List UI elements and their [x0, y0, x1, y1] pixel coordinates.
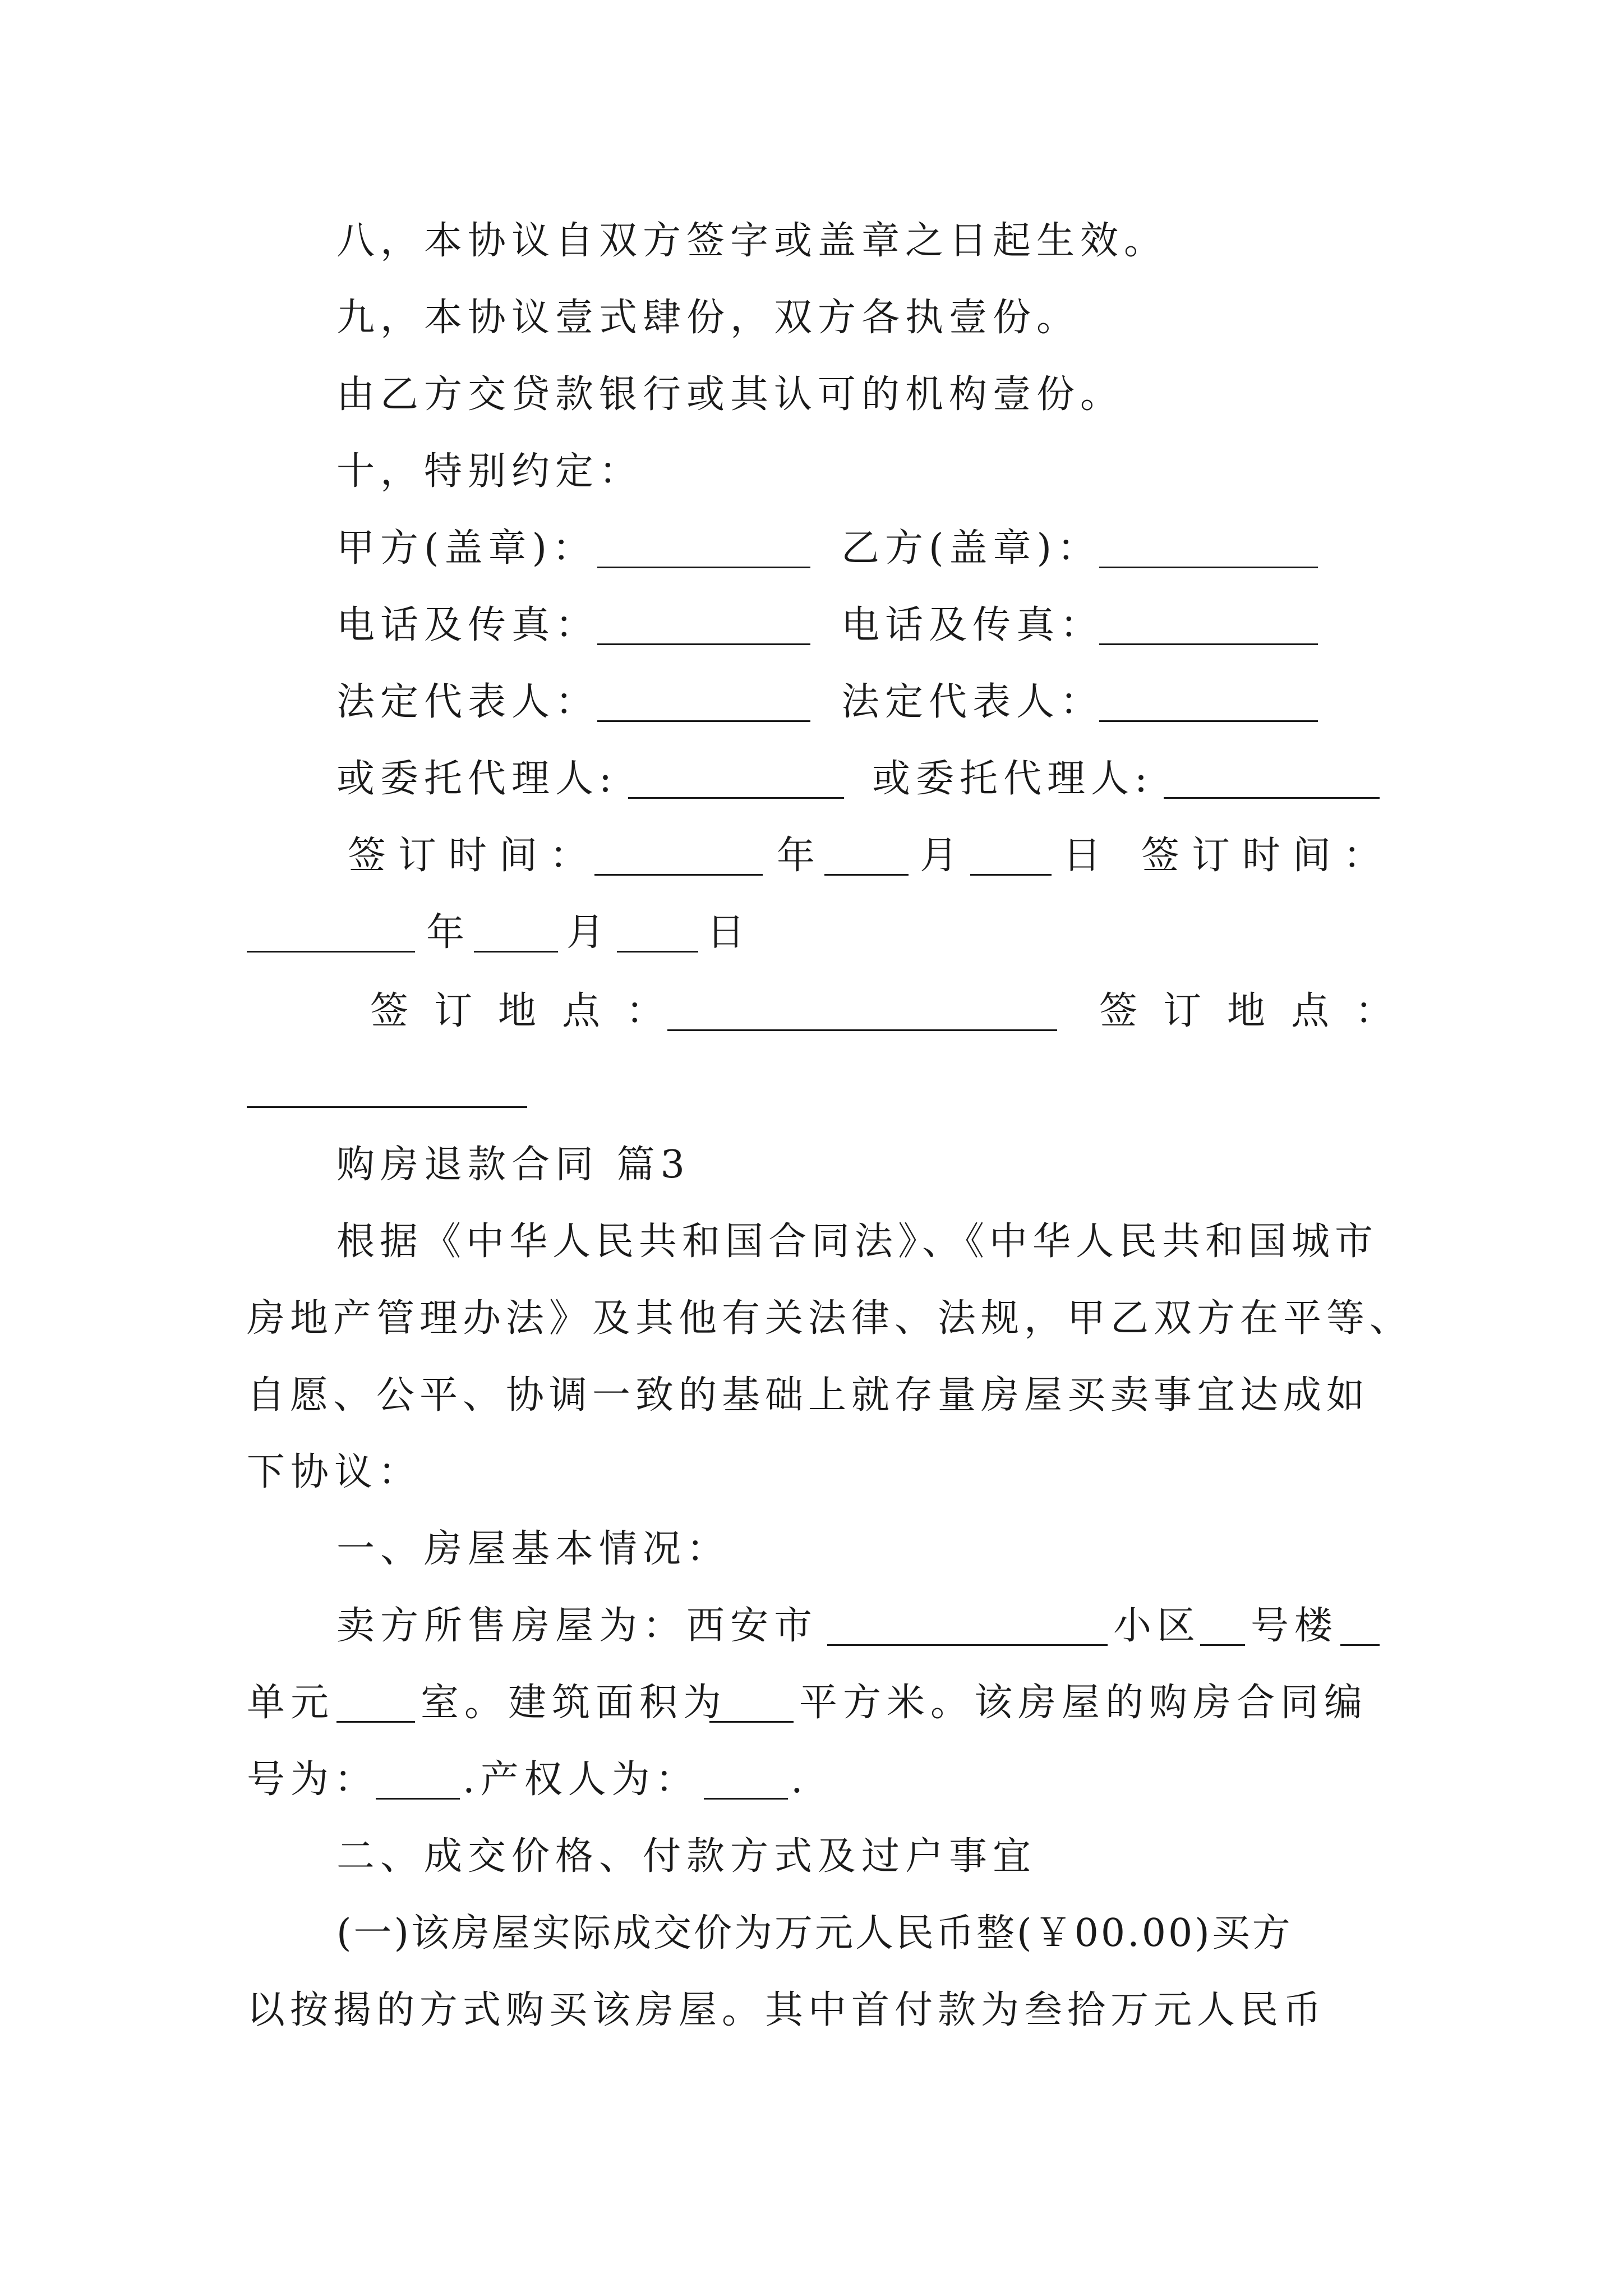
- party-b-sign-place-blank: [247, 1067, 527, 1108]
- party-a-sign-time-label: 签订时间：: [348, 834, 601, 878]
- house-unit-blank: [1340, 1605, 1380, 1646]
- sign-place-row: [0, 978, 1623, 1045]
- party-b-phone-blank: [1099, 604, 1318, 645]
- part2-title: 二、成交价格、付款方式及过户事宜: [336, 1834, 1037, 1879]
- party-a-sign-place-label: 签订地点：: [370, 989, 690, 1033]
- party-a-agent-label: 或委托代理人:: [336, 757, 617, 801]
- house-owner-blank: [704, 1759, 788, 1800]
- party-a-year-blank: [594, 835, 763, 876]
- party-a-seal-label: 甲方(盖章)：: [336, 526, 597, 570]
- house-unit-label: 单元: [247, 1681, 335, 1725]
- party-a-year-label: 年: [777, 834, 821, 878]
- house-line-2: [0, 1669, 1623, 1737]
- house-contract-no-blank: [376, 1759, 460, 1800]
- house-line-1: [0, 1593, 1623, 1660]
- party-b-sign-time-label: 签订时间：: [1141, 834, 1394, 878]
- house-line-3: [0, 1746, 1623, 1814]
- party-b-legal-rep-blank: [1099, 681, 1318, 722]
- party-b-day-label: 日: [707, 910, 751, 955]
- party-b-month-label: 月: [566, 910, 611, 955]
- party-b-day-blank: [617, 912, 698, 953]
- party-b-sign-place-label: 签订地点：: [1099, 989, 1419, 1033]
- price-line-2: 以按揭的方式购买该房屋。其中首付款为叁拾万元人民币: [247, 1988, 1327, 2032]
- house-community-label: 小区: [1113, 1604, 1201, 1648]
- house-building-label: 号楼: [1251, 1604, 1339, 1648]
- clause-eight: 八，本协议自双方签字或盖章之日起生效。: [336, 219, 1168, 263]
- agent-row: [0, 746, 1623, 813]
- party-b-seal-blank: [1099, 527, 1318, 568]
- clause-ten: 十，特别约定：: [336, 449, 643, 494]
- clause-nine-continued: 由乙方交贷款银行或其认可的机构壹份。: [336, 372, 1124, 417]
- party-a-phone-label: 电话及传真：: [336, 603, 600, 647]
- house-area-label: 室。建筑面积为: [421, 1681, 727, 1725]
- house-community-blank: [827, 1605, 1108, 1646]
- house-owner-label: .产权人为：: [463, 1757, 699, 1802]
- house-building-blank: [1200, 1605, 1245, 1646]
- party-b-year-label: 年: [426, 910, 471, 955]
- party-a-month-label: 月: [920, 834, 964, 878]
- intro-line-3: 自愿、公平、协调一致的基础上就存量房屋买卖事宜达成如: [247, 1373, 1370, 1418]
- seal-row: [0, 515, 1623, 582]
- party-a-sign-place-blank: [667, 990, 1057, 1031]
- party-a-month-blank: [824, 835, 909, 876]
- party-a-phone-blank: [597, 604, 810, 645]
- party-b-phone-label: 电话及传真：: [841, 603, 1104, 647]
- sign-place-row-continued: [0, 1055, 1623, 1122]
- intro-line-1: 根据《中华人民共和国合同法》、《中华人民共和国城市: [336, 1220, 1378, 1264]
- party-b-year-blank: [247, 912, 415, 953]
- party-a-legal-rep-blank: [597, 681, 810, 722]
- party-b-agent-label: 或委托代理人:: [872, 757, 1153, 801]
- intro-line-2: 房地产管理办法》及其他有关法律、法规，甲乙双方在平等、: [247, 1296, 1413, 1341]
- house-contract-label: 平方米。该房屋的购房合同编: [799, 1681, 1368, 1725]
- party-b-agent-blank: [1164, 758, 1380, 799]
- house-city-label: 卖方所售房屋为：西安市: [336, 1604, 818, 1648]
- section-heading: 购房退款合同 篇3: [336, 1143, 690, 1187]
- clause-nine: 九，本协议壹式肆份，双方各执壹份。: [336, 296, 1081, 340]
- party-a-legal-rep-label: 法定代表人：: [336, 680, 600, 724]
- legal-rep-row: [0, 669, 1623, 736]
- part1-title: 一、房屋基本情况：: [336, 1527, 731, 1571]
- house-room-blank: [336, 1682, 415, 1723]
- sign-time-row-continued: [0, 899, 1623, 967]
- house-contract-no-label: 号为：: [247, 1757, 379, 1802]
- party-a-agent-blank: [628, 758, 844, 799]
- party-b-legal-rep-label: 法定代表人：: [841, 680, 1104, 724]
- party-a-day-label: 日: [1063, 834, 1107, 878]
- party-b-seal-label: 乙方(盖章)：: [841, 526, 1101, 570]
- phone-row: [0, 592, 1623, 659]
- intro-line-4: 下协议：: [247, 1450, 422, 1494]
- price-line-1: (一)该房屋实际成交价为万元人民币整(￥00.00)买方: [336, 1911, 1293, 1955]
- party-a-seal-blank: [597, 527, 810, 568]
- party-b-month-blank: [474, 912, 558, 953]
- house-area-blank: [709, 1682, 794, 1723]
- house-owner-end: .: [791, 1757, 809, 1802]
- sign-time-row: [0, 822, 1623, 890]
- party-a-day-blank: [970, 835, 1052, 876]
